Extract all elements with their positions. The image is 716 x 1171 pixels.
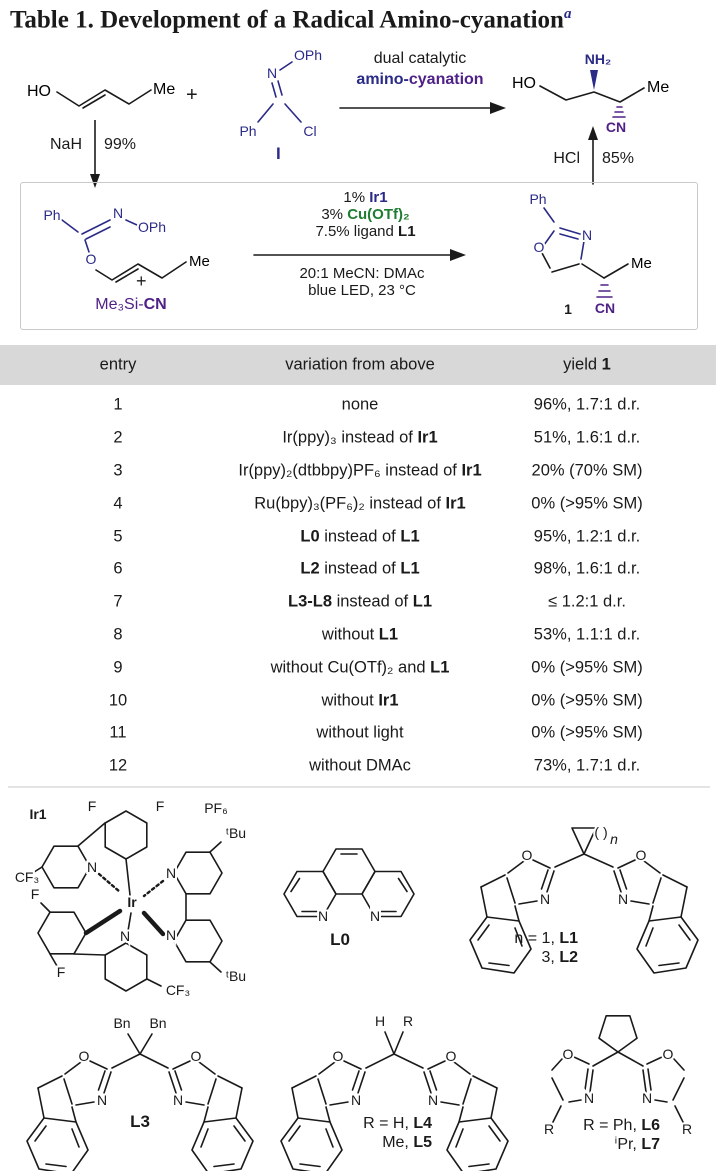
entry-cell: 3: [113, 461, 123, 480]
l6-caption-line: R = Ph, L6: [583, 1117, 660, 1134]
l4-caption-line: R = H, L4: [363, 1115, 432, 1132]
ph-label: Ph: [43, 207, 61, 223]
yield-cell: 98%, 1.6:1 d.r.: [533, 559, 641, 578]
ho-label: HO: [27, 83, 51, 100]
yield-cell: 96%, 1.7:1 d.r.: [533, 395, 641, 414]
n-atom-label: N: [427, 1092, 439, 1108]
n-atom-label: N: [86, 859, 98, 875]
table-row: [0, 619, 716, 652]
yield-cell: 20% (70% SM): [531, 461, 643, 480]
me-label: Me: [153, 81, 176, 98]
pf6-counterion-label: PF₆: [204, 800, 228, 816]
me-label: Me: [631, 255, 652, 272]
condition-line5: blue LED, 23 °C: [308, 282, 416, 299]
f-label: F: [30, 886, 40, 902]
nh2-label: NH₂: [584, 51, 612, 67]
entry-cell: 1: [113, 395, 123, 414]
bn-label: Bn: [149, 1015, 167, 1031]
f-label: F: [87, 798, 97, 814]
l3-bisoxazoline-structure: [15, 1002, 265, 1171]
yield-cell: 95%, 1.2:1 d.r.: [533, 527, 641, 546]
table-row: [0, 455, 716, 488]
yield-cell: 0% (>95% SM): [531, 494, 643, 513]
table-row: [0, 717, 716, 750]
tbu-label: ᵗBu: [225, 968, 247, 984]
l5-caption-line: Me, L5: [382, 1134, 432, 1151]
l1-caption-line: n = 1, L1: [514, 930, 578, 947]
ir1-label: Ir1: [29, 806, 47, 822]
header-yield: yield 1: [563, 355, 611, 374]
entry-cell: 5: [113, 527, 123, 546]
aminonitrile-product-structure: [510, 44, 715, 144]
table-header: [0, 345, 716, 385]
r-label: R: [402, 1013, 414, 1029]
condition-line2: [268, 206, 463, 223]
hcl-step-arrow: [586, 124, 600, 186]
table-row: [0, 520, 716, 553]
condition-line1: [268, 189, 463, 206]
n-atom-label: N: [350, 1092, 362, 1108]
ph-label: Ph: [239, 123, 257, 139]
header-entry: entry: [99, 355, 137, 374]
yield-cell: 0% (>95% SM): [531, 723, 643, 742]
table-title-text: Table 1. Development of a Radical Amino-cyanation: [10, 6, 564, 34]
variation-cell: Ir(ppy)₃ instead of Ir1: [282, 428, 438, 447]
oph-label: OPh: [137, 219, 167, 235]
n-atom-label: N: [172, 1092, 184, 1108]
l1-l2-caption: [478, 929, 578, 967]
n-atom-label: N: [641, 1090, 653, 1106]
n-atom-label: N: [119, 928, 131, 944]
entry-cell: 12: [108, 756, 128, 775]
entry-cell: 4: [113, 494, 123, 513]
yield-cell: ≤ 1.2:1 d.r.: [548, 592, 626, 611]
entry-cell: 11: [109, 723, 127, 742]
oxazoline-product-structure: [500, 190, 678, 328]
table-title: [10, 6, 710, 34]
entry-cell: 9: [113, 658, 123, 677]
cl-label: Cl: [303, 123, 317, 139]
variation-cell: L3-L8 instead of L1: [287, 592, 432, 611]
l7-caption-line: ⁱPr, L7: [614, 1136, 660, 1153]
hcl-yield: 85%: [602, 150, 635, 167]
ir1-loading: 1%: [343, 189, 366, 206]
table-row: [0, 389, 716, 422]
ring-size-n: n: [610, 831, 618, 847]
entry-cell: 10: [108, 691, 128, 710]
cf3-label: CF₃: [14, 869, 40, 885]
ir1-photocatalyst-structure: [8, 793, 260, 1005]
h-label: H: [374, 1013, 386, 1029]
r-substituent-label: R: [543, 1121, 555, 1137]
n-atom-label: N: [112, 205, 124, 221]
table-rows: [0, 389, 716, 783]
entry-cell: 6: [113, 559, 123, 578]
variation-cell: without light: [316, 723, 404, 742]
tms-prefix: Me₃Si-: [95, 296, 144, 313]
conditions-above-arrow: [268, 189, 463, 240]
n-atom-label: N: [165, 927, 177, 943]
table-row: [0, 553, 716, 586]
yield-cell: 0% (>95% SM): [531, 691, 643, 710]
o-atom-label: O: [562, 1046, 574, 1062]
variation-cell: L0 instead of L1: [300, 527, 420, 546]
o-atom-label: O: [662, 1046, 674, 1062]
entry-cell: 8: [113, 625, 123, 644]
variation-cell: without DMAc: [309, 756, 411, 775]
n-atom-label: N: [266, 65, 278, 81]
n-atom-label: N: [96, 1092, 108, 1108]
arrow-text-line1: dual catalytic: [373, 50, 467, 67]
n-atom-label: N: [539, 891, 551, 907]
cn-label: CN: [594, 300, 616, 316]
o-atom-label: O: [332, 1048, 344, 1064]
n-atom-label: N: [581, 227, 593, 243]
oxime-chloride-structure: [222, 42, 340, 154]
cn-label: CN: [143, 296, 167, 313]
o-atom-label: O: [533, 239, 545, 255]
n-atom-label: N: [617, 891, 629, 907]
compound-I-label: I: [276, 144, 281, 163]
table-row: [0, 487, 716, 520]
table-row: [0, 422, 716, 455]
l2-caption-line: 3, L2: [541, 949, 578, 966]
r-substituent-label: R: [681, 1121, 693, 1137]
l0-phenanthroline-structure: [262, 822, 440, 934]
cu-loading: 3%: [321, 206, 344, 223]
table-row: [0, 750, 716, 783]
top-reaction-arrow: [338, 98, 510, 118]
tmscn-reagent: [66, 296, 196, 314]
cu-catalyst: Cu(OTf)₂: [347, 206, 410, 223]
o-atom-label: O: [521, 847, 533, 863]
oph-label: OPh: [293, 47, 323, 63]
variation-cell: L2 instead of L1: [300, 559, 420, 578]
yield-cell: 73%, 1.7:1 d.r.: [533, 756, 641, 775]
ligand-loading: 7.5% ligand: [315, 223, 394, 240]
nah-yield: 99%: [104, 136, 137, 153]
variation-cell: without Ir1: [321, 691, 399, 710]
me-label: Me: [189, 253, 210, 270]
header-variation: variation from above: [285, 355, 435, 374]
table-row: [0, 651, 716, 684]
compound-1-label: 1: [564, 301, 572, 317]
n-atom-label: N: [583, 1090, 595, 1106]
variation-cell: Ru(bpy)₃(PF₆)₂ instead of Ir1: [254, 494, 466, 513]
f-label: F: [155, 798, 165, 814]
condition-line3: [268, 223, 463, 240]
nah-reagent: NaH: [49, 136, 82, 153]
arrow-text-line2: [330, 69, 510, 90]
cyanation-text: cyanation: [408, 71, 484, 88]
plus-sign: +: [136, 271, 147, 291]
yield-cell: 0% (>95% SM): [531, 658, 643, 677]
l6-l7-caption: [540, 1116, 660, 1154]
variation-cell: Ir(ppy)₂(dtbbpy)PF₆ instead of Ir1: [238, 461, 482, 480]
tbu-label: ᵗBu: [225, 825, 247, 841]
bn-label: Bn: [113, 1015, 131, 1031]
ring-size-paren: ( ): [594, 824, 608, 840]
ligand-l1: L1: [398, 223, 416, 240]
table-row: [0, 684, 716, 717]
yield-cell: 51%, 1.6:1 d.r.: [533, 428, 641, 447]
ph-label: Ph: [529, 191, 547, 207]
variation-cell: none: [341, 395, 379, 414]
ho-label: HO: [512, 75, 536, 92]
plus-sign: +: [186, 84, 198, 106]
yield-cell: 53%, 1.1:1 d.r.: [533, 625, 641, 644]
f-label: F: [56, 964, 66, 980]
cn-label: CN: [605, 119, 627, 135]
n-atom-label: N: [165, 865, 177, 881]
o-atom-label: O: [445, 1048, 457, 1064]
entry-cell: 2: [113, 428, 123, 447]
table-row: [0, 586, 716, 619]
o-atom-label: O: [85, 251, 97, 267]
variation-cell: without Cu(OTf)₂ and L1: [270, 658, 450, 677]
entry-cell: 7: [113, 592, 123, 611]
footnote-marker: a: [563, 6, 572, 22]
variation-cell: without L1: [321, 625, 399, 644]
amino-text: amino-: [356, 71, 409, 88]
n-atom-label: N: [317, 908, 329, 924]
crotyl-alcohol-structure: [25, 64, 187, 120]
l0-label: L0: [330, 930, 350, 949]
box-reaction-arrow: [252, 247, 470, 263]
o-atom-label: O: [78, 1048, 90, 1064]
cf3-label: CF₃: [165, 982, 191, 998]
table-bottom-separator: [8, 786, 710, 788]
o-atom-label: O: [190, 1048, 202, 1064]
o-atom-label: O: [635, 847, 647, 863]
me-label: Me: [647, 79, 670, 96]
l4-l5-caption: [302, 1114, 432, 1152]
conditions-below-arrow: [258, 265, 466, 299]
top-arrow-text: [330, 48, 510, 90]
n-atom-label: N: [369, 908, 381, 924]
hcl-reagent: HCl: [553, 150, 580, 167]
condition-line4: 20:1 MeCN: DMAc: [299, 265, 425, 282]
ir1-catalyst: Ir1: [369, 189, 388, 206]
ir-metal-label: Ir: [127, 894, 137, 910]
l3-label: L3: [130, 1112, 150, 1131]
